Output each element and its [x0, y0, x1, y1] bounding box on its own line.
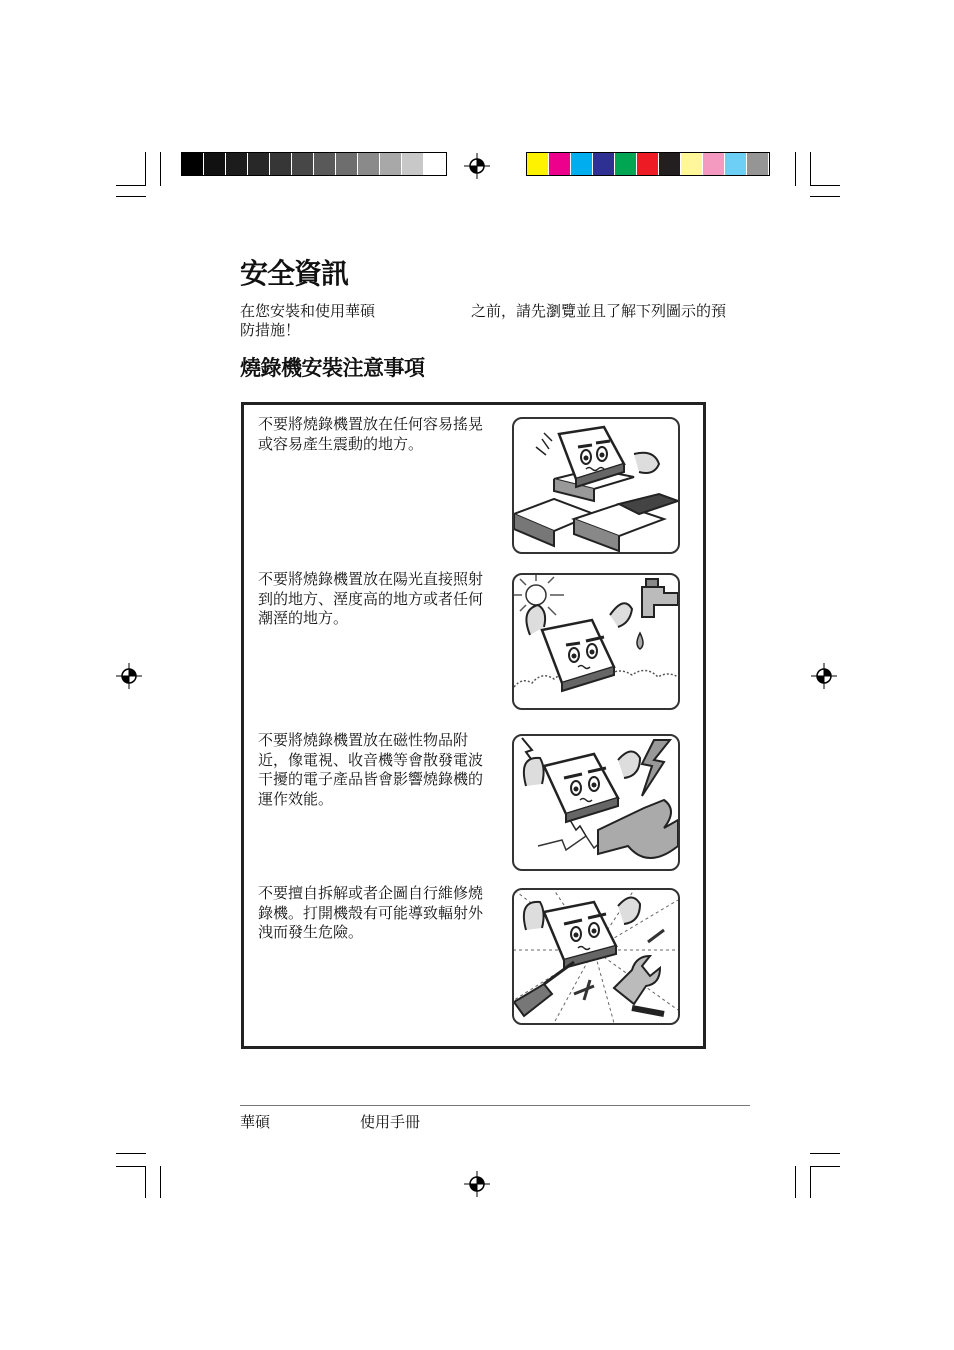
color-swatch	[204, 153, 226, 175]
color-swatch	[226, 153, 248, 175]
color-swatch	[637, 153, 659, 175]
intro-paragraph	[240, 302, 730, 340]
crop-mark	[160, 152, 161, 186]
color-swatch	[182, 153, 204, 175]
crop-mark	[145, 152, 146, 186]
intro-part-2: 之前，請先瀏覽並且了解下列圖示的預防措施！	[240, 302, 727, 339]
crop-mark	[116, 196, 146, 197]
color-swatch	[402, 153, 424, 175]
color-swatch	[314, 153, 336, 175]
color-swatch	[270, 153, 292, 175]
color-swatch	[336, 153, 358, 175]
magnet-lightning-icon	[512, 734, 680, 871]
crop-mark	[160, 1166, 161, 1198]
crop-mark	[810, 152, 811, 186]
safety-item-text: 不要將燒錄機置放在陽光直接照射到的地方、溼度高的地方或者任何潮溼的地方。	[258, 570, 484, 627]
color-swatch	[615, 153, 637, 175]
crop-mark	[810, 1166, 811, 1198]
crop-mark	[810, 1166, 840, 1167]
color-calibration-bar	[526, 152, 770, 176]
color-swatch	[424, 153, 446, 175]
intro-part-1: 在您安裝和使用華碩	[240, 302, 376, 320]
color-swatch	[380, 153, 402, 175]
tools-icon	[512, 888, 680, 1025]
crop-mark	[145, 1166, 146, 1198]
color-swatch	[725, 153, 747, 175]
footer-manual-label: 使用手冊	[360, 1113, 421, 1131]
color-swatch	[593, 153, 615, 175]
color-swatch	[571, 153, 593, 175]
color-swatch	[248, 153, 270, 175]
color-swatch	[549, 153, 571, 175]
crop-mark	[116, 185, 146, 186]
sun-water-icon	[512, 573, 680, 710]
footer-brand: 華碩	[240, 1113, 271, 1131]
color-swatch	[358, 153, 380, 175]
color-swatch	[292, 153, 314, 175]
registration-mark-icon	[116, 663, 142, 689]
books-shaking-icon	[512, 417, 680, 554]
crop-mark	[810, 196, 840, 197]
page-title: 安全資訊	[240, 257, 349, 290]
crop-mark	[795, 152, 796, 186]
crop-mark	[810, 185, 840, 186]
color-swatch	[659, 153, 681, 175]
registration-mark-icon	[464, 1171, 490, 1197]
safety-item-text: 不要將燒錄機置放在磁性物品附近，像電視、收音機等會散發電波干擾的電子產品皆會影響燒錄機的運作效能。	[258, 731, 484, 808]
crop-mark	[116, 1166, 146, 1167]
color-swatch	[747, 153, 769, 175]
crop-mark	[795, 1166, 796, 1198]
registration-mark-icon	[811, 663, 837, 689]
color-swatch	[703, 153, 725, 175]
section-title: 燒錄機安裝注意事項	[240, 356, 425, 380]
footer-divider	[240, 1105, 750, 1106]
grayscale-calibration-bar	[181, 152, 447, 176]
safety-item-text: 不要將燒錄機置放在任何容易搖晃或容易產生震動的地方。	[258, 415, 484, 453]
color-swatch	[527, 153, 549, 175]
color-swatch	[681, 153, 703, 175]
crop-mark	[116, 1153, 146, 1154]
registration-mark-icon	[464, 153, 490, 179]
crop-mark	[810, 1153, 840, 1154]
safety-item-text: 不要擅自拆解或者企圖自行維修燒錄機。打開機殼有可能導致輻射外洩而發生危險。	[258, 884, 484, 941]
